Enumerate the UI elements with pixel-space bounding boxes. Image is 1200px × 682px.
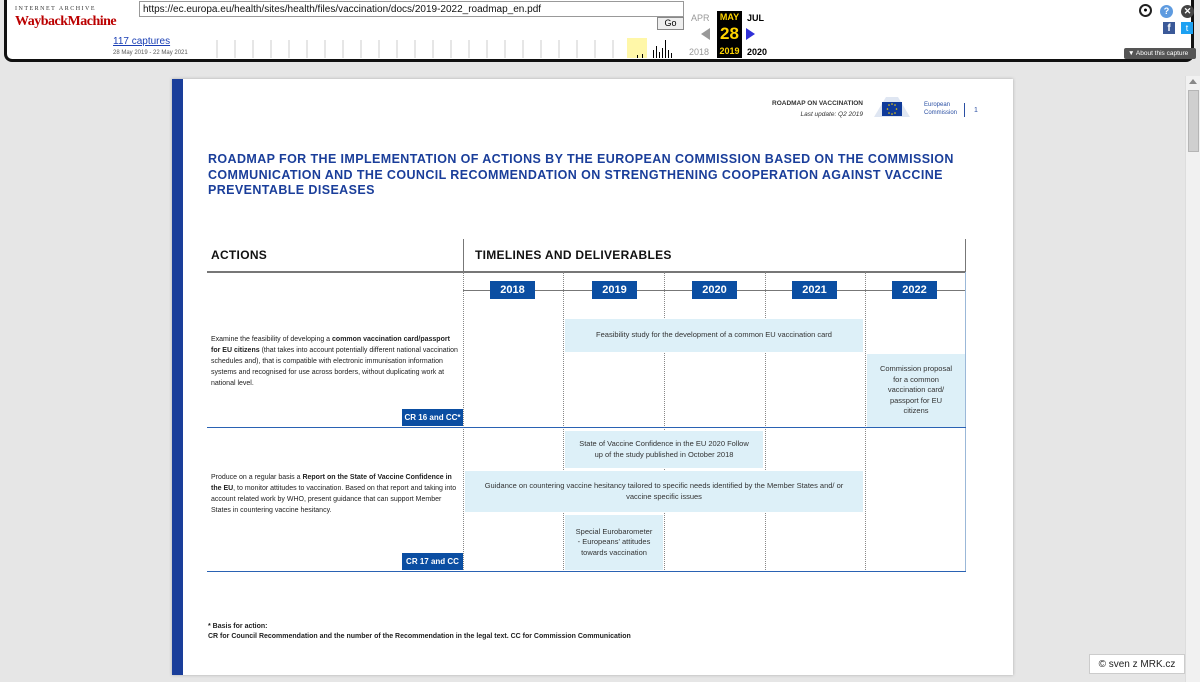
header-date: Last update: Q2 2019 [800, 111, 863, 118]
grid-line-right [965, 272, 966, 572]
action-1-basis-badge: CR 16 and CC* [402, 409, 463, 426]
go-button[interactable]: Go [657, 17, 684, 30]
help-icon[interactable]: ? [1160, 5, 1173, 18]
deliverable-feasibility-study: Feasibility study for the development of a common EU vaccination card [565, 319, 863, 352]
capture-sparkline[interactable] [207, 36, 677, 58]
action-2-text-pre: Produce on a regular basis a [211, 474, 303, 481]
scroll-up-arrow-icon[interactable] [1189, 79, 1197, 84]
viewer-scrollbar[interactable] [1185, 76, 1200, 682]
about-capture-label: About this capture [1135, 50, 1189, 57]
grid-line [463, 272, 464, 572]
credit-watermark: © sven z MRK.cz [1089, 654, 1185, 674]
grid-line [563, 272, 564, 572]
logo-top-text: INTERNET ARCHIVE [15, 6, 97, 12]
captures-link[interactable]: 117 captures [113, 36, 171, 47]
page-number: 1 [974, 107, 978, 114]
twitter-icon[interactable]: t [1181, 22, 1193, 34]
action-2-text [211, 472, 461, 516]
footnote-basis-text: CR for Council Recommendation and the number of the Recommendation in the legal text. CC for Commission Communication [208, 633, 631, 640]
close-icon[interactable]: ✕ [1181, 5, 1194, 18]
european-commission-logo [872, 93, 962, 121]
header-underline [207, 271, 966, 273]
grid-line [865, 272, 866, 572]
ec-label-1: European [924, 102, 951, 108]
grid-line [765, 272, 766, 572]
header-title: ROADMAP ON VACCINATION [772, 100, 863, 107]
deliverable-commission-proposal: Commission proposal for a common vaccination card/ passport for EU citizens [867, 354, 965, 427]
ec-label-2: Commission [924, 110, 958, 116]
action-2-basis-badge: CR 17 and CC [402, 553, 463, 570]
year-badge: 2022 [892, 281, 937, 299]
capture-range: 28 May 2019 - 22 May 2021 [113, 50, 188, 56]
wayback-logo[interactable] [15, 6, 117, 42]
deliverable-guidance-vaccine-hesitancy: Guidance on countering vaccine hesitancy tailored to specific needs identified by the Member States and/ or vaccine specific issues [465, 471, 863, 512]
month-prev[interactable]: APR [691, 13, 710, 23]
year-next[interactable]: 2020 [747, 47, 768, 57]
footnote-basis-title: * Basis for action: [208, 623, 268, 630]
deliverable-special-eurobarometer: Special Eurobarometer - Europeans' attitudes towards vaccination [565, 515, 663, 570]
user-icon[interactable]: ● [1139, 4, 1152, 17]
page-side-bar [172, 79, 183, 675]
action-1-text-post: (that takes into account potentially different national vaccination schedules and), that is compatible with electronic immunisation information systems and recognised for use across borders, without duplicating work at national level. [211, 347, 458, 387]
header-divider-line [463, 239, 464, 271]
facebook-icon[interactable]: f [1163, 22, 1175, 34]
about-capture-button[interactable]: ▼ About this capture [1124, 48, 1196, 59]
month-current: MAY [717, 11, 742, 23]
deliverable-vaccine-confidence-report: State of Vaccine Confidence in the EU 2020 Follow up of the study published in October 2018 [565, 431, 763, 468]
header-divider [964, 103, 965, 117]
column-header-actions: ACTIONS [211, 248, 268, 262]
column-header-timelines: TIMELINES AND DELIVERABLES [475, 248, 672, 262]
url-input[interactable] [139, 1, 684, 17]
month-next[interactable]: JUL [747, 13, 765, 23]
next-capture-arrow-icon[interactable] [746, 28, 755, 40]
year-badge: 2018 [490, 281, 535, 299]
action-1-text [211, 334, 461, 389]
row-separator [207, 571, 966, 572]
year-prev[interactable]: 2018 [689, 47, 710, 57]
action-1-text-pre: Examine the feasibility of developing a [211, 336, 333, 343]
prev-capture-arrow-icon[interactable] [701, 28, 710, 40]
logo-main-text: WaybackMachine [15, 14, 117, 29]
year-current: 2019 [717, 45, 742, 58]
action-2-text-bold: Report on the State of Vaccine Confidence in the EU [211, 474, 452, 492]
pdf-page [172, 79, 1013, 675]
document-title: ROADMAP FOR THE IMPLEMENTATION OF ACTIONS BY THE EUROPEAN COMMISSION BASED ON THE COMMISSION COMMUNICATION AND THE COUNCIL RECOMMENDATION ON STRENGTHENING COOPERATION AGAINST VACCINE PREVENTABLE DISEASES [208, 152, 954, 197]
day-current: 28 [717, 23, 742, 45]
year-badge: 2020 [692, 281, 737, 299]
action-1-text-bold: common vaccination card/passport for EU citizens [211, 336, 450, 354]
year-badge: 2019 [592, 281, 637, 299]
scrollbar-thumb[interactable] [1188, 90, 1199, 152]
grid-line [664, 272, 665, 572]
action-2-text-post: , to monitor attitudes to vaccination. Based on that report and taking into account related work by WHO, present guidance that can support Member States in countering vaccine hesitancy. [211, 485, 457, 514]
wayback-toolbar [4, 0, 1194, 62]
header-right-line [965, 239, 966, 271]
year-badge: 2021 [792, 281, 837, 299]
row-separator [207, 427, 966, 428]
